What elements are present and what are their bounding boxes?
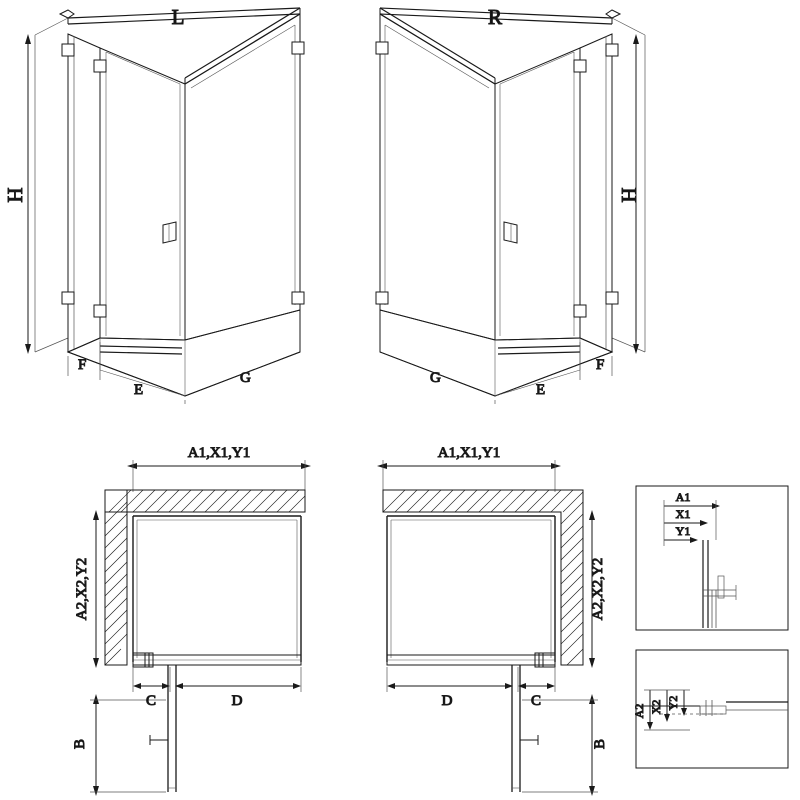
plan-left-dim-d: D	[231, 693, 243, 709]
detail-top-dimensions	[636, 486, 788, 630]
height-label-left: H	[3, 187, 27, 203]
plan-left-dim-b: B	[72, 738, 88, 750]
plan-right-dim-d: D	[441, 693, 453, 709]
plan-left-side-dimension: A2,X2,Y2	[74, 557, 90, 621]
view-bottom-right-plan	[377, 460, 598, 796]
height-label-right: H	[617, 187, 641, 203]
handing-label-left: L	[171, 5, 185, 29]
view-bottom-left-plan	[90, 460, 311, 796]
plan-right-side-dimension: A2,X2,Y2	[590, 557, 606, 621]
detail-label-y1: Y1	[675, 524, 691, 538]
segment-label-g-right: G	[430, 370, 441, 386]
segment-label-e-left: E	[134, 382, 144, 398]
handing-label-right: R	[487, 5, 503, 29]
detail-label-a1: A1	[675, 490, 691, 504]
plan-left-top-dimension: A1,X1,Y1	[187, 445, 251, 461]
segment-label-e-right: E	[536, 382, 546, 398]
plan-left-dim-c: C	[145, 693, 157, 709]
segment-label-f-left: F	[78, 357, 87, 373]
plan-right-dim-c: C	[530, 693, 542, 709]
detail-label-a2: A2	[632, 703, 646, 719]
detail-label-x1: X1	[675, 507, 691, 521]
segment-label-g-left: G	[240, 370, 251, 386]
plan-right-top-dimension: A1,X1,Y1	[437, 445, 501, 461]
detail-label-y2: Y2	[666, 695, 680, 711]
segment-label-f-right: F	[596, 357, 605, 373]
view-top-right	[376, 8, 645, 404]
plan-right-dim-b: B	[592, 738, 608, 750]
view-top-left	[25, 8, 304, 404]
detail-label-x2: X2	[649, 699, 663, 715]
